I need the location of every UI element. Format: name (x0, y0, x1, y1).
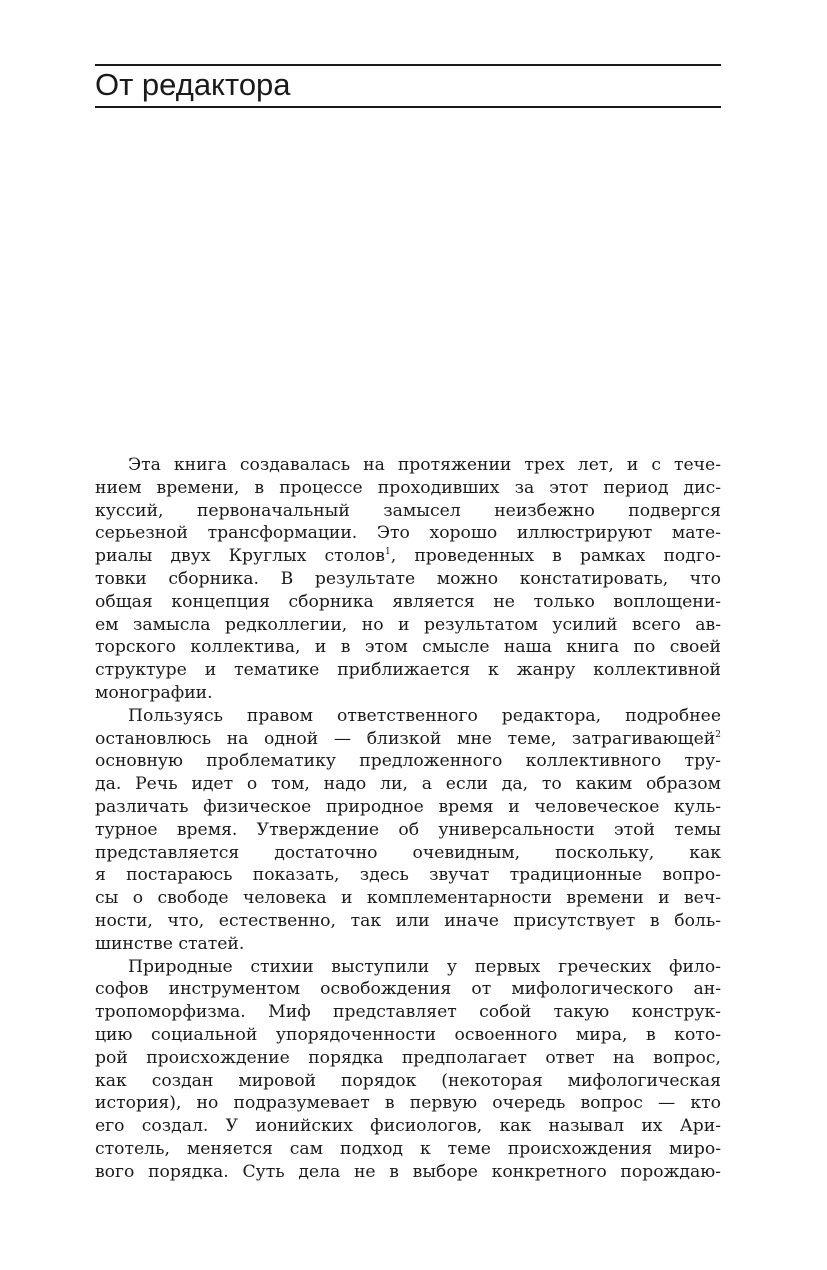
text-line: его создал. У ионийских фисиологов, как называл их Ари- (95, 1116, 721, 1137)
text-line: остановлюсь на одной — близкой мне теме, затрагивающей$^2$ (95, 728, 721, 749)
text-line: сы о свободе человека и комплементарности времени и веч- (95, 888, 721, 909)
text-line: ем замысла редколлегии, но и результатом усилий всего ав- (95, 614, 721, 635)
text-line: нием времени, в процессе проходивших за этот период дис- (95, 477, 721, 498)
footnote-mark: 1 (384, 547, 391, 558)
header-rule-bottom (95, 106, 721, 108)
text-line: ности, что, естественно, так или иначе присутствует в боль- (95, 910, 721, 931)
text-line: Эта книга создавалась на протяжении трех лет, и с тече- (128, 455, 721, 475)
paragraph (95, 956, 721, 1184)
text-line: представляется достаточно очевидным, поскольку, как (95, 842, 721, 863)
text-line: торского коллектива, и в этом смысле наша книга по своей (95, 637, 721, 658)
body-text (95, 454, 721, 1184)
text-line: турное время. Утверждение об универсальности этой темы (95, 819, 721, 840)
text-line: куссий, первоначальный замысел неизбежно подвергся (95, 500, 721, 521)
text-line: стотель, меняется сам подход к теме происхождения миро- (95, 1138, 721, 1159)
text-line: серьезной трансформации. Это хорошо иллюстрируют мате- (95, 523, 721, 544)
text-line: различать физическое природное время и человеческое куль- (95, 796, 721, 817)
text-line: цию социальной упорядоченности освоенного мира, в кото- (95, 1024, 721, 1045)
text-line: как создан мировой порядок (некоторая мифологическая (95, 1070, 721, 1091)
text-line: Природные стихии выступили у первых греческих фило- (128, 956, 721, 977)
text-line: да. Речь идет о том, надо ли, а если да, то каким образом (95, 774, 721, 795)
page-title: От редактора (95, 67, 291, 102)
text-line: Пользуясь правом ответственного редактора, подробнее (128, 705, 721, 726)
paragraph (95, 705, 721, 956)
text-line: монографии. (95, 682, 213, 703)
text-line: рой происхождение порядка предполагает ответ на вопрос, (95, 1047, 721, 1068)
text-line: структуре и тематике приближается к жанру коллективной (95, 660, 721, 681)
text-line: риалы двух Круглых столов$^1$, проведенных в рамках подго- (95, 546, 721, 567)
text-line: тропоморфизма. Миф представляет собой такую конструк- (95, 1002, 721, 1023)
text-line: основную проблематику предложенного коллективного тру- (95, 751, 721, 772)
text-line: вого порядка. Суть дела не в выборе конкретного порождаю- (95, 1161, 721, 1182)
text-line: софов инструментом освобождения от мифологического ан- (95, 979, 721, 1000)
footnote-mark: 2 (715, 729, 721, 740)
text-line: товки сборника. В результате можно констатировать, что (95, 568, 721, 589)
text-line: общая концепция сборника является не только воплощени- (95, 591, 721, 612)
paragraph (95, 454, 721, 705)
text-line: история), но подразумевает в первую очередь вопрос — кто (95, 1093, 721, 1114)
text-line: шинстве статей. (95, 933, 245, 954)
text-line: я постараюсь показать, здесь звучат традиционные вопро- (95, 865, 721, 886)
